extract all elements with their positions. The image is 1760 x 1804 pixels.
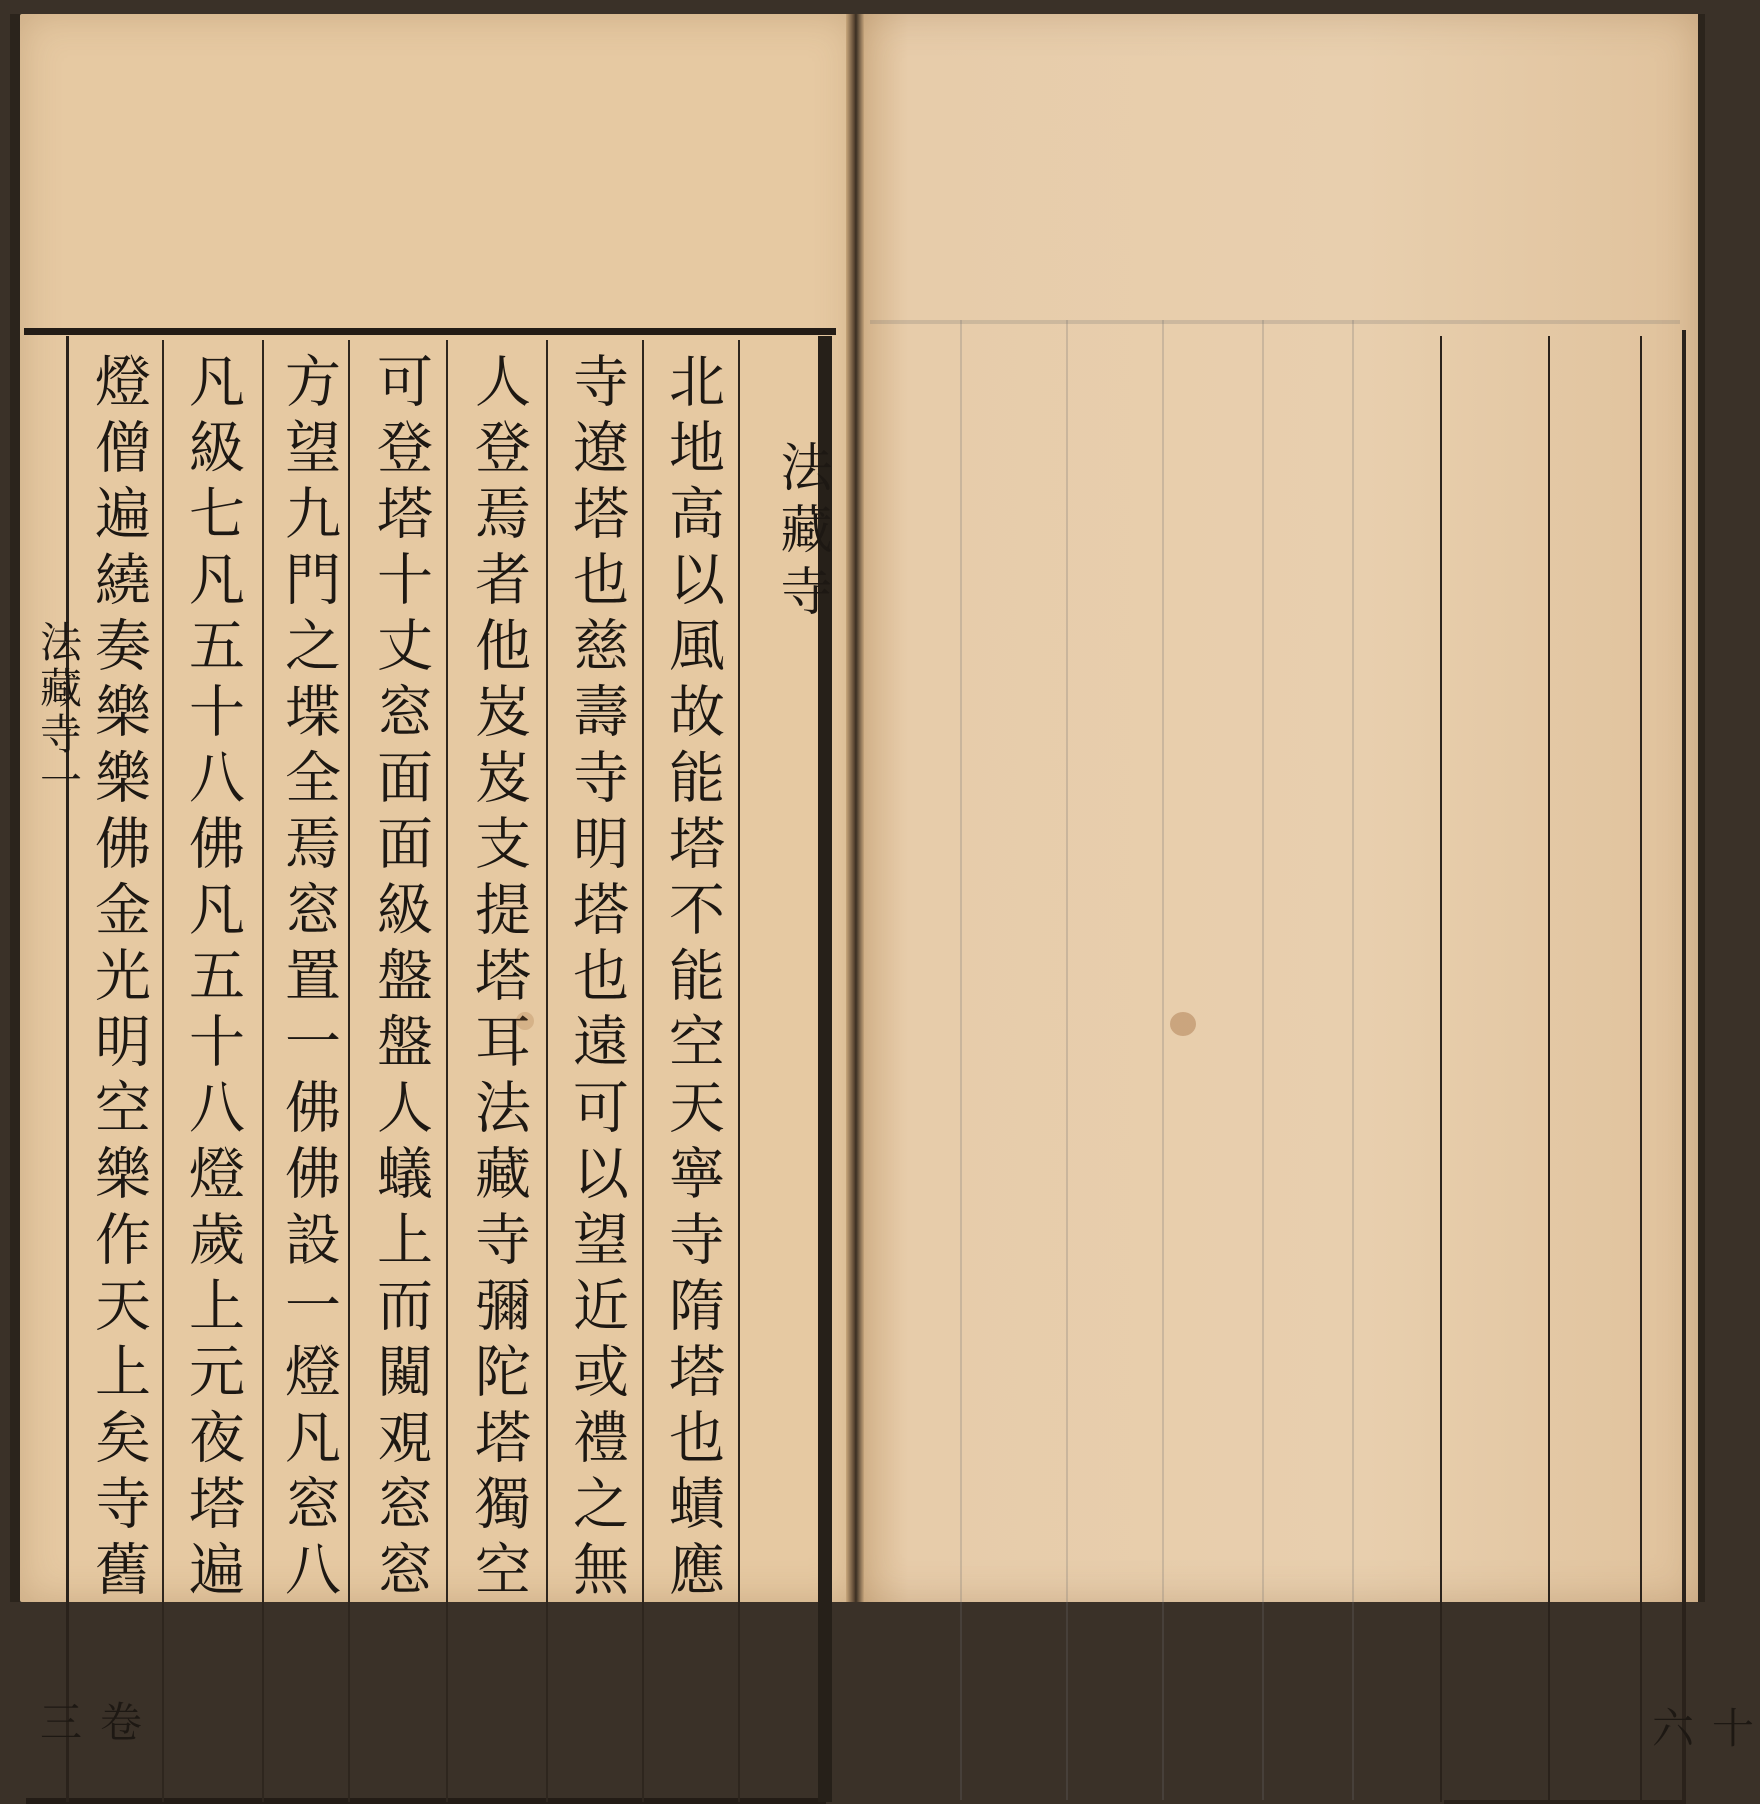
right-frame-line (1440, 336, 1442, 1802)
right-frame-line (1548, 336, 1550, 1802)
text-column-5: 方望九門之堞全焉窓置一佛佛設一燈凡窓八 (276, 352, 341, 1606)
section-title: 法藏寺 (771, 440, 831, 626)
column-divider (546, 340, 548, 1802)
frame-bottom-rule (26, 1798, 826, 1804)
ghost-top-rule (870, 320, 1680, 324)
right-page (858, 14, 1698, 1602)
frame-left-border (66, 336, 69, 1802)
column-divider (348, 340, 350, 1802)
ghost-line (1352, 320, 1354, 1800)
margin-title: 法藏寺一 (34, 620, 83, 804)
right-frame-bottom (1444, 1800, 1686, 1804)
ghost-line (1162, 320, 1164, 1800)
page-number: 十六 (1646, 1706, 1755, 1748)
text-column-7: 燈僧遍繞奏樂樂佛金光明空樂作天上矣寺舊 (86, 352, 151, 1606)
stain (516, 1012, 534, 1030)
ghost-line (1066, 320, 1068, 1800)
margin-volume: 卷三 (34, 1700, 143, 1746)
ghost-line (1262, 320, 1264, 1800)
text-column-2: 寺遼塔也慈壽寺明塔也遠可以望近或禮之無 (564, 352, 629, 1606)
right-frame-line (1640, 336, 1642, 1802)
column-divider (642, 340, 644, 1802)
column-divider (262, 340, 264, 1802)
text-column-4: 可登塔十丈窓面面級盤盤人蟻上而闚覌窓窓 (368, 352, 433, 1606)
book-gutter (846, 14, 864, 1602)
stain (1170, 1012, 1196, 1036)
text-column-6: 凡級七凡五十八佛凡五十八燈歲上元夜塔遍 (180, 352, 245, 1606)
frame-top-rule (24, 328, 836, 335)
column-divider (162, 340, 164, 1802)
column-divider (446, 340, 448, 1802)
right-frame-border (1682, 330, 1686, 1802)
column-divider (738, 340, 740, 1802)
text-column-1: 北地高以風故能塔不能空天寧寺隋塔也𧐐應 (660, 352, 725, 1606)
text-column-3: 人登焉者他岌岌支提塔耳法藏寺彌陀塔獨空 (466, 352, 531, 1606)
ghost-line (960, 320, 962, 1800)
